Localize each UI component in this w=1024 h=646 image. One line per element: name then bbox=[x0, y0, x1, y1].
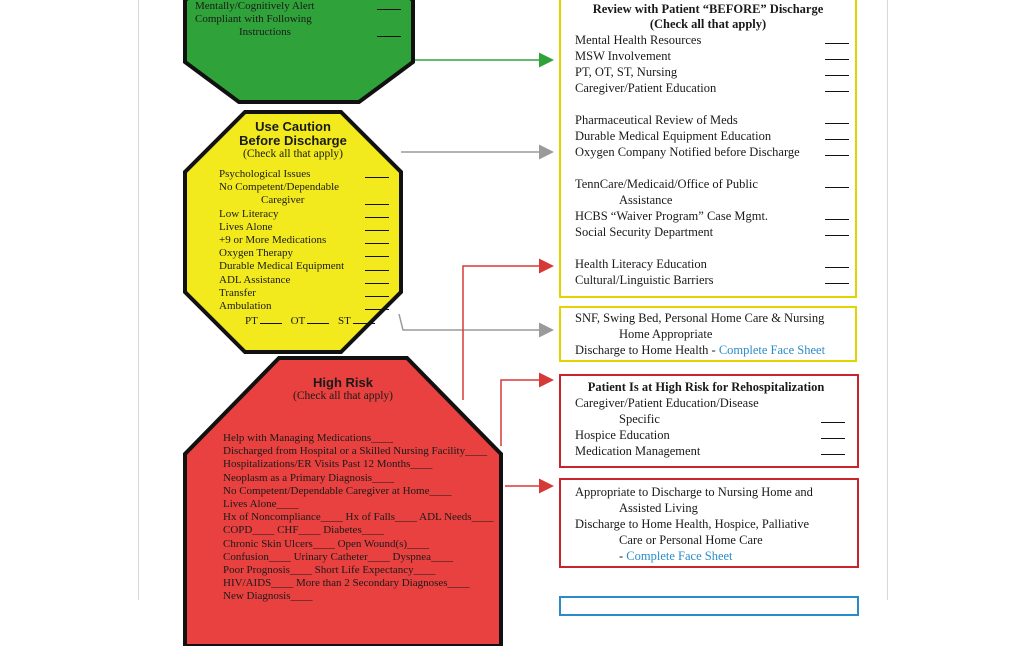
red-line[interactable]: New Diagnosis____ bbox=[223, 590, 313, 603]
rehosp-item[interactable]: Medication Management bbox=[575, 443, 851, 459]
gray-arrow-2 bbox=[399, 314, 551, 330]
review-title: Review with Patient “BEFORE” Discharge bbox=[592, 2, 824, 16]
yellow-item[interactable]: Psychological Issues bbox=[219, 168, 389, 181]
green-item: Mentally/Cognitively Alert bbox=[195, 0, 401, 13]
review-item[interactable]: MSW Involvement bbox=[575, 48, 855, 64]
review-item-cont: Assistance bbox=[619, 193, 673, 207]
yellow-item[interactable]: ADL Assistance bbox=[219, 274, 389, 287]
nursing-line: Care or Personal Home Care bbox=[619, 533, 763, 547]
red-line[interactable]: Confusion____ Urinary Catheter____ Dyspnea____ bbox=[223, 550, 454, 563]
red-line[interactable]: COPD____ CHF____ Diabetes____ bbox=[223, 524, 384, 537]
red-line[interactable]: Discharged from Hospital or a Skilled Nursing Facility____ bbox=[223, 445, 488, 458]
red-line[interactable]: HIV/AIDS____ More than 2 Secondary Diagnoses____ bbox=[223, 577, 470, 590]
yellow-item[interactable]: Lives Alone bbox=[219, 221, 389, 234]
yellow-item[interactable]: Ambulation bbox=[219, 300, 389, 313]
nursing-line: Discharge to Home Health, Hospice, Palliative bbox=[575, 517, 810, 531]
review-item[interactable]: Health Literacy Education bbox=[575, 256, 855, 272]
nursing-line: Appropriate to Discharge to Nursing Home and bbox=[575, 485, 813, 499]
snf-box bbox=[559, 306, 857, 362]
yellow-item[interactable]: Durable Medical Equipment bbox=[219, 260, 389, 273]
review-item[interactable]: Mental Health Resources bbox=[575, 32, 855, 48]
yellow-item[interactable]: Caregiver bbox=[219, 194, 389, 207]
yellow-item[interactable]: Transfer bbox=[219, 287, 389, 300]
red-line[interactable]: Poor Prognosis____ Short Life Expectancy____ bbox=[223, 564, 436, 577]
red-subtitle: (Check all that apply) bbox=[293, 390, 393, 402]
review-item[interactable]: Oxygen Company Notified before Discharge bbox=[575, 144, 855, 160]
red-line[interactable]: Lives Alone____ bbox=[223, 498, 299, 511]
green-sign bbox=[183, 0, 415, 104]
yellow-subtitle: (Check all that apply) bbox=[243, 148, 343, 160]
snf-line: Discharge to Home Health - Complete Face Sheet bbox=[575, 343, 826, 357]
rehospitalization-box bbox=[559, 374, 859, 468]
red-line[interactable]: Hx of Noncompliance____ Hx of Falls____ ADL Needs____ bbox=[223, 511, 494, 524]
review-item[interactable]: TennCare/Medicaid/Office of Public bbox=[575, 176, 855, 192]
red-line[interactable]: Neoplasm as a Primary Diagnosis____ bbox=[223, 471, 395, 484]
red-line[interactable]: Hospitalizations/ER Visits Past 12 Months____ bbox=[223, 458, 433, 471]
nursing-line: Assisted Living bbox=[619, 501, 698, 515]
green-item: Compliant with Following bbox=[195, 13, 312, 26]
review-item[interactable]: Durable Medical Equipment Education bbox=[575, 128, 855, 144]
nursing-line: - Complete Face Sheet bbox=[619, 549, 733, 563]
review-subtitle: (Check all that apply) bbox=[649, 17, 767, 31]
snf-line: SNF, Swing Bed, Personal Home Care & Nursing bbox=[575, 311, 825, 325]
form-page bbox=[138, 0, 888, 603]
red-line[interactable]: Help with Managing Medications____ bbox=[223, 432, 394, 444]
rehosp-item: Caregiver/Patient Education/Disease bbox=[575, 396, 759, 410]
review-item[interactable]: HCBS “Waiver Program” Case Mgmt. bbox=[575, 208, 855, 224]
therapy-row[interactable]: PT OT ST bbox=[219, 315, 389, 328]
nursing-home-box bbox=[559, 478, 859, 568]
rehosp-item[interactable]: Specific bbox=[575, 411, 851, 427]
yellow-item[interactable]: Oxygen Therapy bbox=[219, 247, 389, 260]
complete-face-sheet-link[interactable]: Complete Face Sheet bbox=[718, 343, 826, 357]
red-arrow-2 bbox=[501, 380, 551, 446]
yellow-title-2: Before Discharge bbox=[239, 133, 347, 148]
red-line[interactable]: No Competent/Dependable Caregiver at Home____ bbox=[223, 484, 452, 497]
yellow-title-1: Use Caution bbox=[255, 119, 331, 134]
review-item[interactable]: Caregiver/Patient Education bbox=[575, 80, 855, 96]
yellow-item[interactable]: +9 or More Medications bbox=[219, 234, 389, 247]
red-line[interactable]: Chronic Skin Ulcers____ Open Wound(s)____ bbox=[223, 537, 430, 550]
review-item[interactable]: Cultural/Linguistic Barriers bbox=[575, 272, 855, 288]
red-title: High Risk bbox=[313, 375, 373, 390]
partial-box-bottom bbox=[559, 596, 859, 616]
yellow-item: No Competent/Dependable bbox=[219, 181, 340, 194]
red-sign bbox=[183, 356, 503, 646]
review-before-discharge-box bbox=[559, 0, 857, 298]
green-item: Instructions bbox=[195, 26, 401, 39]
complete-face-sheet-link[interactable]: Complete Face Sheet bbox=[626, 549, 733, 563]
green-arrow bbox=[409, 40, 551, 60]
rehosp-title: Patient Is at High Risk for Rehospitalization bbox=[587, 380, 825, 394]
review-item[interactable]: PT, OT, ST, Nursing bbox=[575, 64, 855, 80]
review-item[interactable]: Pharmaceutical Review of Meds bbox=[575, 112, 855, 128]
snf-line: Home Appropriate bbox=[619, 327, 713, 341]
rehosp-item[interactable]: Hospice Education bbox=[575, 427, 851, 443]
yellow-item[interactable]: Low Literacy bbox=[219, 208, 389, 221]
yellow-sign bbox=[183, 110, 403, 354]
review-item[interactable]: Social Security Department bbox=[575, 224, 855, 240]
